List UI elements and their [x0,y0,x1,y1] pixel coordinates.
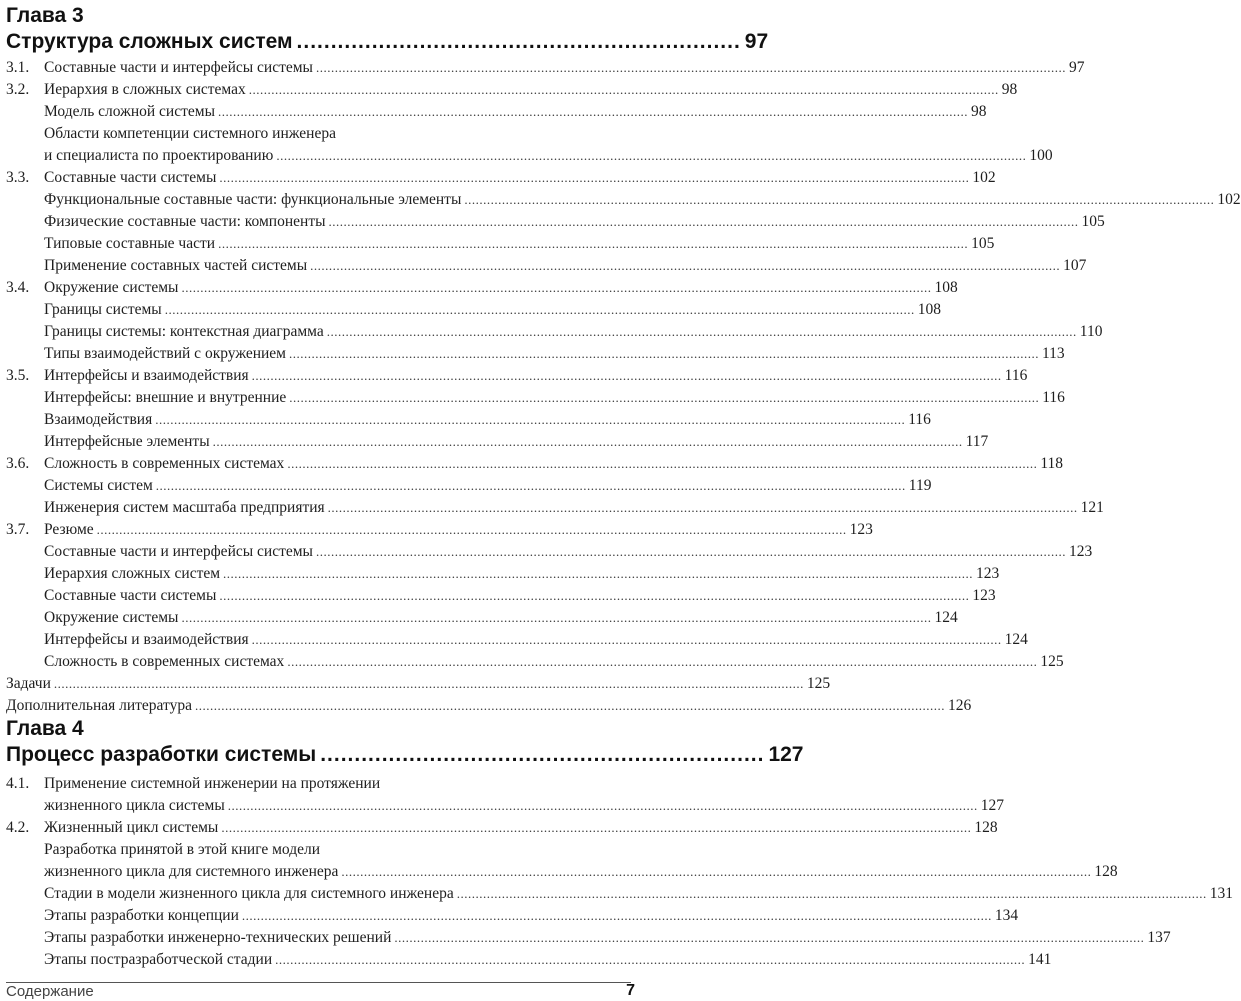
section-number: 4.2. [6,819,30,836]
entry-title: Задачи [6,675,51,692]
entry-title: Составные части и интерфейсы системы [44,543,313,560]
toc-entry[interactable] [6,343,1065,365]
toc-entry[interactable] [6,101,987,123]
section-number [6,101,44,123]
toc-entry[interactable] [6,79,1018,101]
footer-label: Содержание [6,983,94,1000]
dot-leader: ........................................................................................................................................................................................................ [315,60,1066,75]
toc-entry[interactable] [6,949,1052,971]
toc-entry[interactable] [6,585,996,607]
section-number [6,475,44,497]
entry-page: 108 [917,301,941,318]
dot-leader: ........................................................................................................................................................................................................ [464,192,1215,207]
entry-title: Сложность в современных системах [44,455,285,472]
entry-line [44,497,1104,519]
entry-body [44,343,1065,365]
toc-entry[interactable] [6,883,1233,905]
entry-title: Модель сложной системы [44,103,215,120]
page-footer [6,982,635,1001]
entry-title: Сложность в современных системах [44,653,285,670]
footer-page-number: 7 [626,982,635,999]
entry-title: Физические составные части: компоненты [44,213,326,230]
toc-entry[interactable] [6,839,1118,883]
dot-leader: ........................................................................................................................................................................................................ [164,302,915,317]
dot-leader: ........................................................................................................................................................................................................ [287,456,1038,471]
entry-title: Этапы постразработческой стадии [44,951,273,968]
dot-leader: ........................................................................................................................................................................................................ [341,864,1092,879]
entry-title: Интерфейсы и взаимодействия [44,631,249,648]
toc-entry[interactable] [6,905,1019,927]
section-number: 3.3. [6,169,30,186]
entry-line [44,409,931,431]
entry-title: Функциональные составные части: функциональные элементы [44,191,462,208]
toc-entry[interactable] [6,817,998,839]
toc-entry[interactable] [6,255,1087,277]
entry-body [44,519,873,541]
section-number [6,927,44,949]
dot-leader: ........................................................................................................................................................................................................ [181,610,932,625]
entry-body [6,695,972,717]
dot-leader: ........................................................................................................................................................................................................ [328,214,1079,229]
toc-entry[interactable] [6,189,1241,211]
dot-leader: ........................................................................................................................................................................................................ [227,798,978,813]
entry-title: Интерфейсы: внешние и внутренние [44,389,287,406]
entry-page: 141 [1028,951,1052,968]
entry-line [44,189,1241,211]
entry-title: Иерархия сложных систем [44,565,221,582]
entry-page: 127 [980,797,1005,814]
entry-line [44,167,996,189]
section-number [6,123,44,167]
toc-entry[interactable] [6,629,1028,651]
entry-line [44,629,1028,651]
entry-page: 102 [1217,191,1241,208]
entry-line [6,673,831,695]
dot-leader: ........................................................................................................................................................................................................ [326,324,1077,339]
section-number: 3.4. [6,279,30,296]
dot-leader: ........................................................................................................................................................................................................ [310,258,1061,273]
entry-body [44,883,1233,905]
entry-title: Составные части и интерфейсы системы [44,59,313,76]
entry-page: 125 [806,675,831,692]
dot-leader: ........................................................................................................................................................................................................ [394,930,1145,945]
entry-title: Применение составных частей системы [44,257,308,274]
entry-page: 124 [1004,631,1028,648]
entry-title: Окружение системы [44,609,179,626]
entry-line [44,817,998,839]
entry-body [44,905,1019,927]
entry-page: 116 [1004,367,1028,384]
entry-page: 123 [1068,543,1093,560]
toc-entry[interactable] [6,365,1028,387]
entry-body [44,387,1065,409]
entry-line [6,695,972,717]
toc-entry[interactable] [6,167,996,189]
dot-leader: ........................................................................................................................................................................................................ [241,908,992,923]
chapter-label: Глава 3 [6,4,84,27]
entry-page: 118 [1040,455,1063,472]
entry-page: 134 [994,907,1019,924]
entry-title: Резюме [44,521,94,538]
dot-leader: ........................................................................................................................................................................................................ [327,500,1078,515]
toc-entry[interactable] [6,233,995,255]
entry-line [44,563,1000,585]
toc-entry[interactable] [6,695,972,717]
dot-leader: ........................................................................................................................................................................................................ [219,588,970,603]
entry-body [44,57,1085,79]
section-number [6,563,44,585]
entry-page: 117 [965,433,989,450]
entry-body [44,277,958,299]
entry-line [44,795,1005,817]
entry-page: 123 [849,521,873,538]
entry-page: 110 [1079,323,1103,340]
dot-leader: ........................................................................................................................................................................................................ [276,148,1027,163]
entry-line [44,949,1052,971]
section-number [6,839,44,883]
entry-line [44,321,1103,343]
entry-line [44,453,1063,475]
entry-line [44,145,1053,167]
entry-body [44,299,941,321]
chapter-title-text: Процесс разработки системы [6,743,317,766]
entry-title: Этапы разработки инженерно-технических решений [44,929,392,946]
entry-body [6,673,831,695]
entry-page: 105 [1081,213,1105,230]
dot-leader: ........................................................................................................................................................................................................ [275,952,1026,967]
entry-body [44,123,1053,167]
dot-leader: ................................................................. [296,30,741,53]
entry-line [44,905,1019,927]
entry-page: 124 [934,609,958,626]
entry-body [44,409,931,431]
toc-entry[interactable] [6,387,1065,409]
section-number [6,497,44,519]
entry-body [44,453,1063,475]
entry-page: 121 [1080,499,1104,516]
dot-leader: ........................................................................................................................................................................................................ [223,566,974,581]
entry-title: Границы системы [44,301,162,318]
entry-body [44,431,989,453]
toc-entry[interactable] [6,299,941,321]
entry-body [44,585,996,607]
entry-title: Интерфейсы и взаимодействия [44,367,249,384]
section-number [6,431,44,453]
chapter-label: Глава 4 [6,717,84,740]
section-number [6,585,44,607]
entry-body [44,773,1005,817]
dot-leader: ........................................................................................................................................................................................................ [221,820,972,835]
toc-entry[interactable] [6,211,1105,233]
entry-body [44,497,1104,519]
section-number [6,255,44,277]
entry-page: 116 [908,411,931,428]
section-number: 3.6. [6,455,30,472]
chapter-3-entries [6,57,1241,717]
section-number [6,883,44,905]
entry-title: Инженерия систем масштаба предприятия [44,499,325,516]
toc-entry[interactable] [6,651,1064,673]
toc-entry[interactable] [6,475,932,497]
section-number: 3.2. [6,81,30,98]
entry-title: Этапы разработки концепции [44,907,239,924]
entry-line [44,883,1233,905]
entry-line [44,651,1064,673]
entry-page: 137 [1147,929,1171,946]
dot-leader: ........................................................................................................................................................................................................ [287,654,1038,669]
entry-body [44,211,1105,233]
toc-entry[interactable] [6,541,1093,563]
toc-entry[interactable] [6,123,1053,167]
entry-title: Стадии в модели жизненного цикла для системного инженера [44,885,454,902]
entry-title: Жизненный цикл системы [44,819,219,836]
entry-title: и специалиста по проектированию [44,147,274,164]
entry-line [44,343,1065,365]
dot-leader: ........................................................................................................................................................................................................ [195,698,945,713]
dot-leader: ........................................................................................................................................................................................................ [218,236,969,251]
toc-entry[interactable] [6,321,1103,343]
toc-entry[interactable] [6,453,1063,475]
entry-page: 126 [948,697,972,714]
entry-page: 131 [1209,885,1233,902]
toc-entry[interactable] [6,673,831,695]
section-number [6,299,44,321]
entry-line [44,255,1087,277]
entry-title: Дополнительная литература [6,697,192,714]
entry-title: Системы систем [44,477,153,494]
entry-body [44,817,998,839]
toc-entry[interactable] [6,607,958,629]
entry-title-line: Применение системной инженерии на протяжении [44,775,381,792]
entry-page: 125 [1040,653,1064,670]
section-number [6,949,44,971]
entry-line [44,541,1093,563]
entry-title: Типы взаимодействий с окружением [44,345,286,362]
entry-body [44,839,1118,883]
entry-page: 128 [974,819,998,836]
dot-leader: ........................................................................................................................................................................................................ [315,544,1066,559]
entry-body [44,233,995,255]
chapter-page: 127 [768,743,804,766]
entry-body [44,563,1000,585]
entry-page: 116 [1042,389,1065,406]
entry-body [44,927,1171,949]
dot-leader: ........................................................................................................................................................................................................ [155,478,906,493]
dot-leader: ........................................................................................................................................................................................................ [251,368,1002,383]
dot-leader: ........................................................................................................................................................................................................ [251,632,1002,647]
entry-page: 98 [970,103,987,120]
toc-entry[interactable] [6,57,1085,79]
section-number: 4.1. [6,775,30,792]
entry-page: 128 [1094,863,1118,880]
toc-entry[interactable] [6,927,1171,949]
chapter-title[interactable] [6,29,769,55]
toc-entry[interactable] [6,409,931,431]
entry-body [44,365,1028,387]
toc-entry[interactable] [6,277,958,299]
dot-leader: ........................................................................................................................................................................................................ [289,390,1040,405]
dot-leader: ........................................................................................................................................................................................................ [96,522,847,537]
toc-entry[interactable] [6,519,873,541]
chapter-page: 97 [744,30,769,53]
entry-page: 108 [934,279,958,296]
entry-body [44,101,987,123]
entry-page: 119 [908,477,932,494]
entry-title: Иерархия в сложных системах [44,81,246,98]
section-number [6,189,44,211]
entry-title: Интерфейсные элементы [44,433,210,450]
section-number [6,905,44,927]
entry-line [44,927,1171,949]
section-number [6,387,44,409]
section-number [6,651,44,673]
section-number [6,607,44,629]
entry-body [44,255,1087,277]
entry-line [44,277,958,299]
entry-line [44,607,958,629]
section-number [6,629,44,651]
entry-line [44,299,941,321]
entry-body [44,607,958,629]
entry-line [44,79,1018,101]
entry-page: 105 [971,235,995,252]
entry-title: Взаимодействия [44,411,153,428]
chapter-3-section [6,3,769,55]
entry-body [44,167,996,189]
dot-leader: ........................................................................................................................................................................................................ [219,170,970,185]
entry-line [44,211,1105,233]
entry-page: 123 [976,565,1000,582]
entry-line [44,431,989,453]
dot-leader: ........................................................................................................................................................................................................ [217,104,968,119]
entry-body [44,189,1241,211]
entry-body [44,651,1064,673]
entry-page: 123 [972,587,996,604]
entry-page: 100 [1029,147,1053,164]
chapter-title-text: Структура сложных систем [6,30,293,53]
chapter-4-entries [6,773,1233,971]
entry-body [44,321,1103,343]
dot-leader: ........................................................................................................................................................................................................ [212,434,963,449]
entry-page: 107 [1063,257,1087,274]
section-number: 3.5. [6,367,30,384]
entry-page: 97 [1068,59,1085,76]
dot-leader: ........................................................................................................................................................................................................ [53,676,804,691]
section-number [6,541,44,563]
entry-page: 113 [1041,345,1065,362]
section-number: 3.7. [6,521,30,538]
entry-page: 102 [972,169,996,186]
entry-line [44,233,995,255]
section-number: 3.1. [6,59,30,76]
section-number [6,409,44,431]
toc-entry[interactable] [6,431,989,453]
toc-entry[interactable] [6,563,1000,585]
chapter-4-section [6,716,804,768]
entry-page: 98 [1001,81,1018,98]
entry-title-line: Разработка принятой в этой книге модели [44,841,321,858]
entry-title: Границы системы: контекстная диаграмма [44,323,324,340]
entry-line [44,475,932,497]
entry-title: Окружение системы [44,279,179,296]
entry-title-line: Области компетенции системного инженера [44,125,336,142]
dot-leader: ........................................................................................................................................................................................................ [288,346,1039,361]
section-number [6,321,44,343]
dot-leader: ........................................................................................................................................................................................................ [155,412,906,427]
entry-title: жизненного цикла системы [44,797,225,814]
entry-title: Составные части системы [44,169,217,186]
chapter-title[interactable] [6,742,804,768]
entry-line [44,519,873,541]
entry-line [44,57,1085,79]
section-number [6,211,44,233]
dot-leader: ........................................................................................................................................................................................................ [181,280,932,295]
toc-entry[interactable] [6,773,1005,817]
section-number [6,343,44,365]
entry-line [44,585,996,607]
entry-title: жизненного цикла для системного инженера [44,863,339,880]
entry-line [44,365,1028,387]
entry-title: Типовые составные части [44,235,216,252]
entry-body [44,79,1018,101]
entry-body [44,541,1093,563]
dot-leader: ........................................................................................................................................................................................................ [248,82,999,97]
dot-leader: ................................................................. [320,743,765,766]
entry-line [44,387,1065,409]
toc-entry[interactable] [6,497,1104,519]
entry-body [44,629,1028,651]
section-number [6,233,44,255]
dot-leader: ........................................................................................................................................................................................................ [456,886,1207,901]
entry-body [44,949,1052,971]
entry-line [44,101,987,123]
entry-body [44,475,932,497]
entry-line [44,861,1118,883]
entry-title: Составные части системы [44,587,217,604]
